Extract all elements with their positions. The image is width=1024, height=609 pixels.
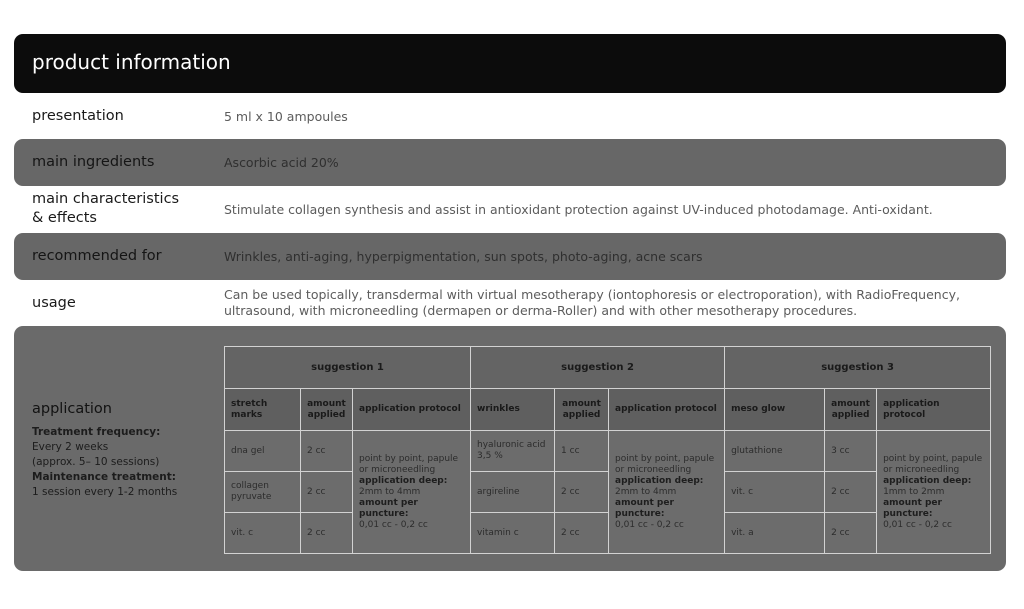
table-row (225, 431, 991, 472)
s1-protocol-deep-value: 2mm to 4mm (359, 486, 421, 497)
application-panel (14, 326, 1006, 571)
s1-col-amount: amount applied (301, 389, 353, 431)
characteristics-label-line2: & effects (32, 210, 97, 226)
characteristics-label (32, 190, 179, 228)
ingredients-value: Ascorbic acid 20% (224, 155, 339, 170)
presentation-label: presentation (32, 108, 124, 124)
suggestion-header-row (225, 347, 991, 389)
s1-item-amount: 2 cc (301, 472, 353, 513)
s3-protocol-amount-value: 0,01 cc - 0,2 cc (883, 519, 952, 530)
s3-protocol (877, 431, 991, 554)
row-presentation (14, 100, 1006, 134)
row-recommended (14, 233, 1006, 280)
s1-col-treatment: stretch marks (225, 389, 301, 431)
s1-item-amount: 2 cc (301, 431, 353, 472)
characteristics-value: Stimulate collagen synthesis and assist in antioxidant protection against UV-induced photodamage. Anti-oxidant. (224, 202, 933, 217)
s3-protocol-deep-label: application deep: (883, 475, 972, 486)
presentation-value: 5 ml x 10 ampoules (224, 109, 348, 124)
s2-item-amount: 2 cc (555, 472, 609, 513)
s3-protocol-deep-value: 1mm to 2mm (883, 486, 945, 497)
usage-label: usage (32, 295, 76, 311)
s1-item-amount: 2 cc (301, 513, 353, 554)
usage-value-line2: ultrasound, with microneedling (dermapen or derma-Roller) and with other mesotherapy procedures. (224, 303, 858, 318)
recommended-value: Wrinkles, anti-aging, hyperpigmentation, sun spots, photo-aging, acne scars (224, 249, 703, 264)
s3-item-name: vit. a (725, 513, 825, 554)
s3-item-name: vit. c (725, 472, 825, 513)
s3-col-treatment: meso glow (725, 389, 825, 431)
recommended-label: recommended for (32, 248, 162, 264)
s3-item-amount: 2 cc (825, 472, 877, 513)
suggestions-table (224, 346, 991, 554)
s3-item-amount: 2 cc (825, 513, 877, 554)
s1-item-name: vit. c (225, 513, 301, 554)
s3-item-name: glutathione (725, 431, 825, 472)
application-notes (32, 425, 222, 500)
application-label: application (32, 401, 112, 417)
s1-protocol-deep-label: application deep: (359, 475, 448, 486)
characteristics-label-line1: main characteristics (32, 191, 180, 207)
s2-col-amount: amount applied (555, 389, 609, 431)
treatment-frequency-title: Treatment frequency: (32, 426, 161, 438)
page-title: product information (32, 50, 231, 74)
s1-protocol-method: point by point, papule or microneedling (359, 453, 459, 475)
s2-item-amount: 1 cc (555, 431, 609, 472)
treatment-frequency-line2: (approx. 5– 10 sessions) (32, 456, 160, 468)
s1-col-protocol: application protocol (353, 389, 471, 431)
ingredients-label: main ingredients (32, 154, 155, 170)
usage-value (224, 287, 960, 319)
s2-protocol-amount-label: amount per puncture: (615, 497, 674, 519)
s3-col-amount: amount applied (825, 389, 877, 431)
s2-col-protocol: application protocol (609, 389, 725, 431)
row-characteristics (14, 188, 1006, 232)
s2-item-amount: 2 cc (555, 513, 609, 554)
s3-protocol-method: point by point, papule or microneedling (883, 453, 983, 475)
s2-item-name: argireline (471, 472, 555, 513)
table-row (225, 513, 991, 554)
s3-col-protocol: application protocol (877, 389, 991, 431)
s2-item-name: hyaluronic acid 3,5 % (471, 431, 555, 472)
s1-protocol-amount-label: amount per puncture: (359, 497, 418, 519)
s3-protocol-amount-label: amount per puncture: (883, 497, 942, 519)
s2-protocol (609, 431, 725, 554)
s3-item-amount: 3 cc (825, 431, 877, 472)
maintenance-line: 1 session every 1-2 months (32, 486, 178, 498)
column-header-row (225, 389, 991, 431)
s2-protocol-deep-label: application deep: (615, 475, 704, 486)
s2-item-name: vitamin c (471, 513, 555, 554)
maintenance-title: Maintenance treatment: (32, 471, 176, 483)
row-ingredients (14, 139, 1006, 186)
suggestion-2-title: suggestion 2 (471, 347, 725, 389)
s1-item-name: collagen pyruvate (225, 472, 301, 513)
s1-protocol (353, 431, 471, 554)
s2-col-treatment: wrinkles (471, 389, 555, 431)
treatment-frequency-line1: Every 2 weeks (32, 441, 109, 453)
table-row (225, 472, 991, 513)
suggestion-1-title: suggestion 1 (225, 347, 471, 389)
s2-protocol-deep-value: 2mm to 4mm (615, 486, 677, 497)
suggestion-3-title: suggestion 3 (725, 347, 991, 389)
usage-value-line1: Can be used topically, transdermal with virtual mesotherapy (iontophoresis or electroporation), with RadioFrequency, (224, 287, 960, 302)
header-bar (14, 34, 1006, 93)
s2-protocol-method: point by point, papule or microneedling (615, 453, 715, 475)
s1-protocol-amount-value: 0,01 cc - 0,2 cc (359, 519, 428, 530)
row-usage (14, 283, 1006, 325)
s1-item-name: dna gel (225, 431, 301, 472)
s2-protocol-amount-value: 0,01 cc - 0,2 cc (615, 519, 684, 530)
